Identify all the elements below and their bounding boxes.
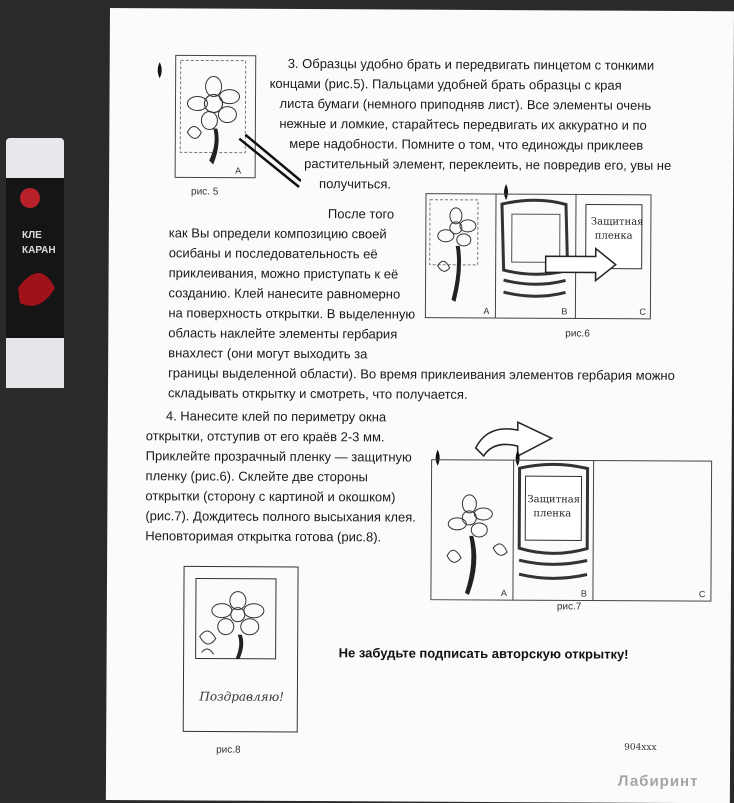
figure-6: [415, 180, 656, 346]
figure-7-panel-label-b: B: [580, 588, 587, 599]
sign-card-reminder: Не забудьте подписать авторскую открытку!: [338, 645, 629, 662]
figure-6-drawing: [415, 180, 656, 331]
glue-drop-icon: [504, 184, 508, 200]
labirint-watermark: Лабиринт: [617, 772, 699, 791]
text-line: концами (рис.5). Пальцами удобней брать образцы с края: [269, 75, 622, 93]
glue-label-line-2: КАРАН: [22, 245, 56, 256]
figure-6-panel-label-a: A: [483, 305, 490, 316]
curved-arrow-icon: [476, 422, 552, 456]
text-line: складывать открытку и смотреть, что получается.: [167, 385, 468, 402]
figure-8-drawing: [181, 564, 302, 735]
instruction-sheet: [106, 8, 734, 803]
glue-stick: [0, 138, 70, 388]
figure-6-panel-label-c: C: [639, 306, 646, 317]
text-line: на поверхность открытки. В выделенную: [168, 305, 416, 322]
figure-6-film-label-1: Защитная: [590, 216, 644, 228]
text-line: границы выделенной области). Во время приклеивания элементов гербария можно: [168, 365, 675, 383]
text-line: После того: [327, 206, 395, 222]
figure-7-panel-label-a: A: [500, 588, 507, 599]
figure-8-caption: рис.8: [216, 744, 241, 756]
text-line: область наклейте элементы гербария: [168, 325, 398, 342]
figure-6-caption: рис.6: [565, 328, 590, 340]
figure-5-panel-label: A: [235, 165, 242, 176]
text-line: 4. Нанесите клей по периметру окна: [165, 408, 387, 425]
text-line: получиться.: [319, 176, 392, 192]
text-line: 3. Образцы удобно брать и передвигать пинцетом с тонкими: [287, 55, 655, 73]
figure-7-film-label-1: Защитная: [527, 494, 581, 506]
text-line: осибаны и последовательность её: [168, 245, 378, 262]
text-line: Неповторимая открытка готова (рис.8).: [145, 528, 382, 545]
text-line: внахлест (они могут выходить за: [168, 345, 368, 362]
glue-drop-icon: [436, 450, 440, 466]
text-line: нежные и ломкие, старайтесь передвигать их аккуратно и по: [279, 115, 647, 133]
text-line: пленку (рис.6). Склейте две стороны: [145, 468, 368, 485]
text-line: листа бумаги (немного приподняв лист). Все элементы очень: [279, 95, 652, 113]
text-line: созданию. Клей нанесите равномерно: [168, 285, 401, 302]
text-line: (рис.7). Дождитесь полного высыхания клея.: [145, 508, 416, 525]
glue-drop-icon: [158, 62, 162, 78]
step-4-text: [108, 406, 438, 545]
text-line: открытки, отступив от его краёв 2-3 мм.: [145, 428, 385, 445]
figure-5-caption: рис. 5: [191, 186, 219, 198]
figure-7-film-label-2: пленка: [533, 508, 572, 520]
figure-8-greeting: Поздравляю!: [199, 689, 285, 704]
text-line: как Вы определи композицию своей: [168, 225, 387, 242]
figure-7-panel-label-c: C: [698, 589, 706, 600]
figure-6-film-label-2: пленка: [594, 230, 633, 242]
text-line: приклеивания, можно приступать к её: [168, 265, 399, 282]
figure-7-caption: рис.7: [556, 601, 582, 613]
figure-8: [181, 564, 302, 765]
figure-7-drawing: [427, 418, 718, 605]
text-line: Приклейте прозрачный пленку — защитную: [145, 448, 412, 465]
text-line: растительный элемент, переклеить, не повредив его, увы не: [304, 156, 672, 173]
text-line: мере надобности. Помните о том, что единожды приклеев: [289, 135, 644, 153]
glue-label-line-1: КЛЕ: [22, 230, 42, 241]
figure-6-panel-label-b: B: [561, 306, 568, 317]
product-code: 904ххх: [624, 742, 657, 753]
text-line: открытки (сторону с картиной и окошком): [145, 488, 396, 505]
figure-7: [427, 418, 718, 620]
